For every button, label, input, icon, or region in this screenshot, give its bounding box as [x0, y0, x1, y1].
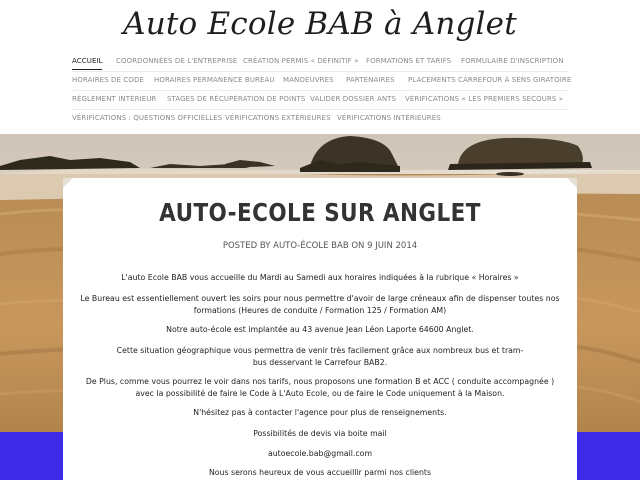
post-paragraph-adresse: Notre auto-école est implantée au 43 avenue Jean Léon Laporte 64600 Anglet. [166, 325, 474, 334]
nav-item-placements[interactable]: PLACEMENTS CARREFOUR À SENS GIRATOIRE [408, 76, 572, 84]
nav-item-premiers-secours[interactable]: VÉRIFICATIONS « LES PREMIERS SECOURS » [405, 95, 564, 103]
nav-item-formations-tarifs[interactable]: FORMATIONS ET TARIFS [366, 57, 452, 65]
post-paragraph-accueil: Nous serons heureux de vous accueillir parmi nos clients [208, 468, 432, 477]
nav-item-manoeuvres[interactable]: MANOEUVRES [283, 76, 334, 84]
card-corner-fold [567, 178, 577, 188]
post-paragraph-situation: Cette situation géographique vous permettra de venir très facilement grâce aux nombreux bus et tram-bus desservant le Carrefour BAB2. [116, 346, 524, 367]
nav-item-horaires-bureau[interactable]: HORAIRES PERMANENCE BUREAU [154, 76, 275, 84]
site-title[interactable]: Auto Ecole BAB à Anglet [123, 6, 517, 42]
nav-item-questions-officielles[interactable]: VÉRIFICATIONS : QUESTIONS OFFICIELLES [72, 114, 223, 122]
post-meta: POSTED BY AUTO-ÉCOLE BAB ON 9 JUIN 2014 [222, 241, 418, 251]
card-corner-fold [63, 178, 73, 188]
nav-row-2 [72, 72, 572, 90]
nav-item-reglement[interactable]: RÈGLEMENT INTÉRIEUR [72, 95, 157, 103]
nav-item-coordonnees[interactable]: COORDONNÉES DE L'ENTREPRISE [116, 57, 238, 65]
nav-row-1 [72, 53, 572, 71]
nav-item-horaires-code[interactable]: HORAIRES DE CODE [72, 76, 145, 84]
nav-item-stages[interactable]: STAGES DE RÉCUPÉRATION DE POINTS [167, 95, 306, 103]
nav-row-3 [72, 91, 572, 109]
nav-item-partenaires[interactable]: PARTENAIRES [346, 76, 395, 84]
post-title[interactable]: AUTO-ECOLE SUR ANGLET [159, 198, 481, 227]
nav-item-creation-permis[interactable]: CRÉATION PERMIS « DÉFINITIF » [243, 57, 359, 65]
post-paragraph-formation: De Plus, comme vous pourrez le voir dans nos tarifs, nous proposons une formation B et ACC ( conduite accompagnée ) avec la possibilité de faire le Code à L'Auto Ecole, ou de faire le Code uniquement à la Maison. [85, 377, 555, 398]
nav-row-4 [72, 110, 572, 128]
nav-item-valider-ants[interactable]: VALIDER DOSSIER ANTS [310, 95, 397, 103]
post-paragraph-devis: Possibilités de devis via boite mail [253, 429, 387, 438]
post-email-link[interactable]: autoecole.bab@gmail.com [267, 449, 373, 458]
post-paragraph-contact: N'hésitez pas à contacter l'agence pour plus de renseignements. [193, 408, 447, 417]
post-paragraph-horaires: L'auto Ecole BAB vous accueille du Mardi au Samedi aux horaires indiquées à la rubrique « Horaires » [121, 273, 519, 282]
nav-item-verif-interieures[interactable]: VÉRIFICATIONS INTÉRIEURES [337, 114, 441, 122]
nav-item-accueil[interactable]: ACCUEIL [72, 57, 103, 65]
post-paragraph-bureau: Le Bureau est essentiellement ouvert les soirs pour nous permettre d'avoir de large créneaux afin de dispenser toutes nos formations (Heures de conduite / Formation 125 / Formation AM) [80, 294, 560, 315]
nav-item-verif-exterieures[interactable]: VÉRIFICATIONS EXTÉRIEURES [225, 114, 331, 122]
nav-item-formulaire[interactable]: FORMULAIRE D'INSCRIPTION [461, 57, 564, 65]
nav-active-underline [72, 69, 102, 70]
